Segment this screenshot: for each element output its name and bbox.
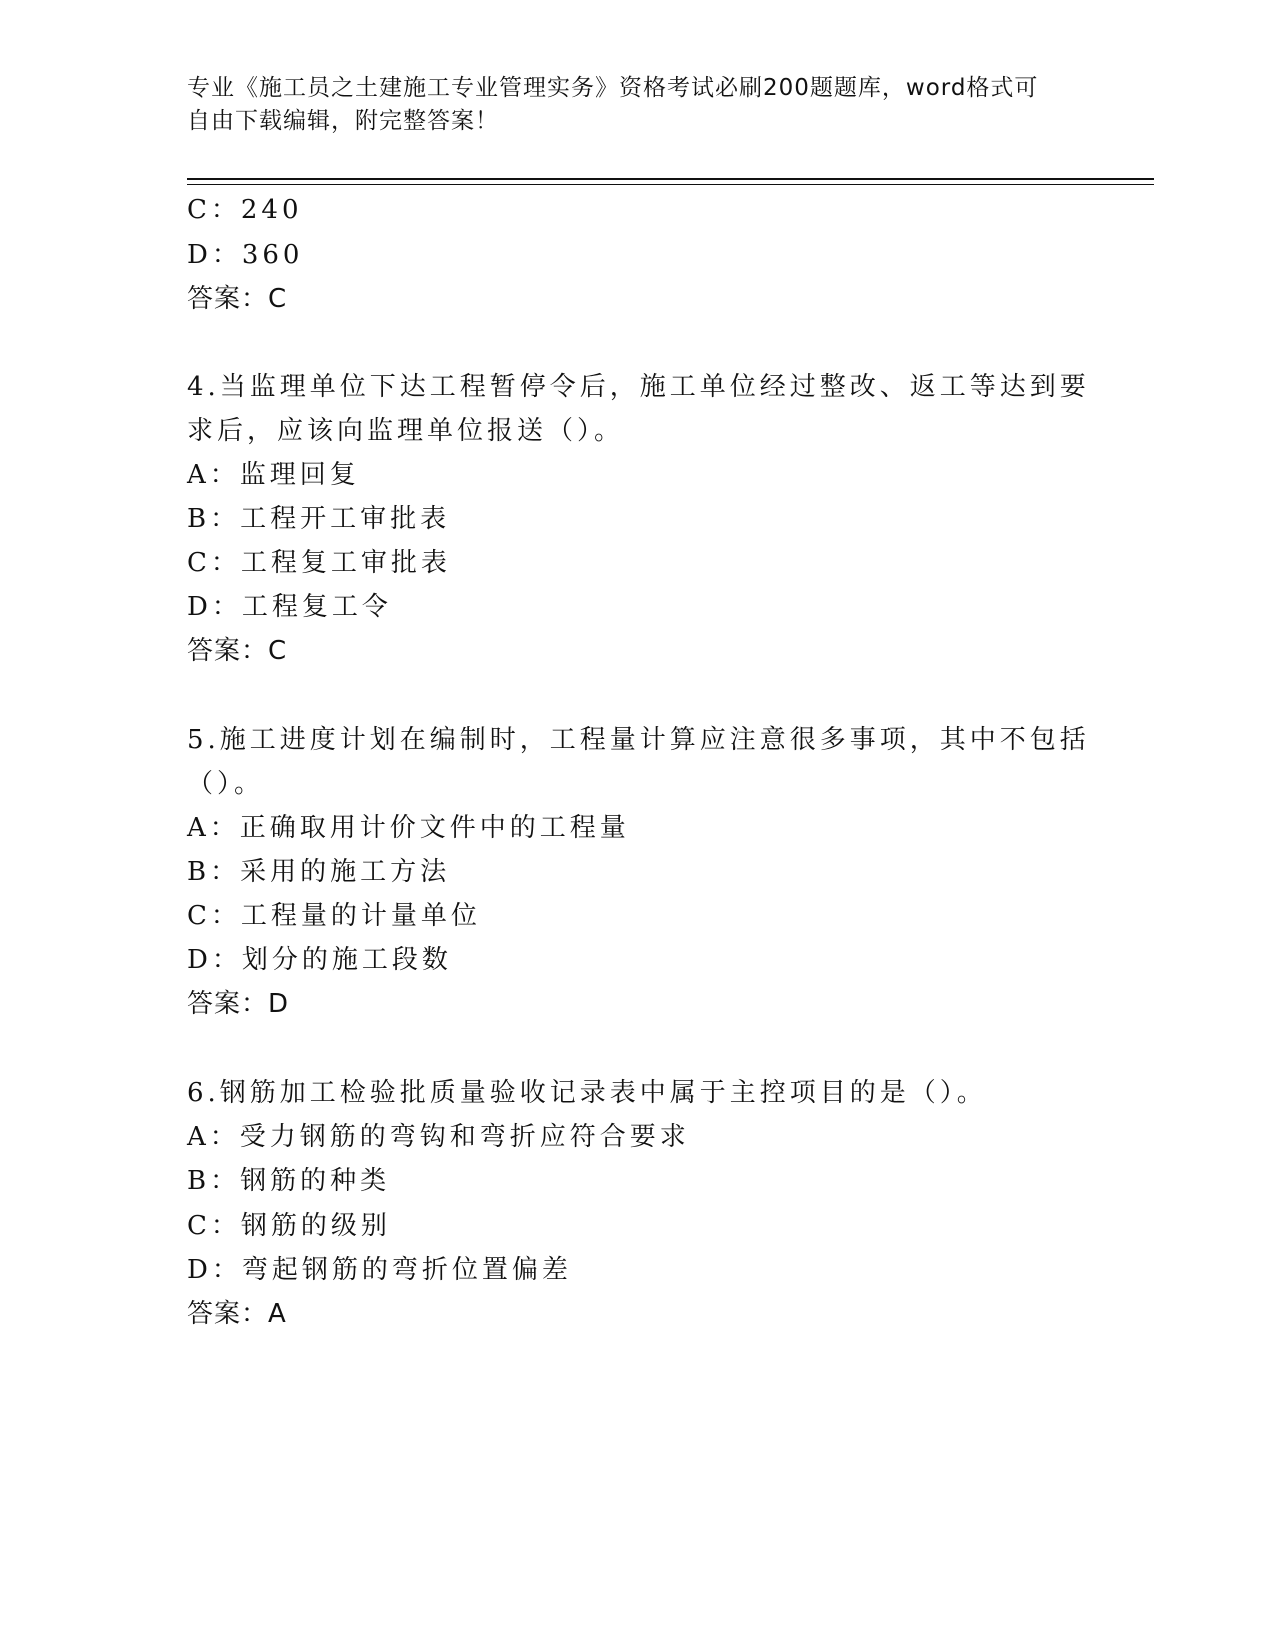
q6-option-c: C：钢筋的级别 [187,1211,391,1241]
q6-option-d: D：弯起钢筋的弯折位置偏差 [187,1255,572,1285]
q4-answer: 答案：C [187,636,288,666]
q4-option-c: C：工程复工审批表 [187,548,451,578]
q5-option-c: C：工程量的计量单位 [187,901,481,931]
q5-option-d: D：划分的施工段数 [187,945,452,975]
q6-option-b: B：钢筋的种类 [187,1166,391,1196]
q3-option-d: D：360 [187,240,304,270]
q5-option-b: B：采用的施工方法 [187,857,451,887]
q5-option-a: A：正确取用计价文件中的工程量 [187,813,630,843]
q5-stem-line-2: （）。 [187,769,265,799]
q5-answer: 答案：D [187,989,290,1019]
header-line-1: 专业《施工员之土建施工专业管理实务》资格考试必刷200题题库，word格式可 [187,75,1039,101]
q5-stem-line-1: 5.施工进度计划在编制时，工程量计算应注意很多事项，其中不包括 [187,725,1090,755]
header-line-2: 自由下载编辑，附完整答案！ [187,108,499,134]
header-divider-thick [187,178,1154,180]
document-header [187,72,1067,138]
q3-option-c: C：240 [187,195,303,225]
q4-option-b: B：工程开工审批表 [187,504,451,534]
q4-stem-line-1: 4.当监理单位下达工程暂停令后，施工单位经过整改、返工等达到要 [187,372,1090,402]
q6-answer: 答案：A [187,1299,287,1329]
q6-option-a: A：受力钢筋的弯钩和弯折应符合要求 [187,1122,690,1152]
q6-stem-line-1: 6.钢筋加工检验批质量验收记录表中属于主控项目的是（）。 [187,1078,987,1108]
q4-option-d: D：工程复工令 [187,592,392,622]
q4-stem-line-2: 求后，应该向监理单位报送（）。 [187,416,625,446]
q4-option-a: A：监理回复 [187,460,360,490]
header-divider-thin [187,184,1154,185]
q3-answer: 答案：C [187,284,288,314]
